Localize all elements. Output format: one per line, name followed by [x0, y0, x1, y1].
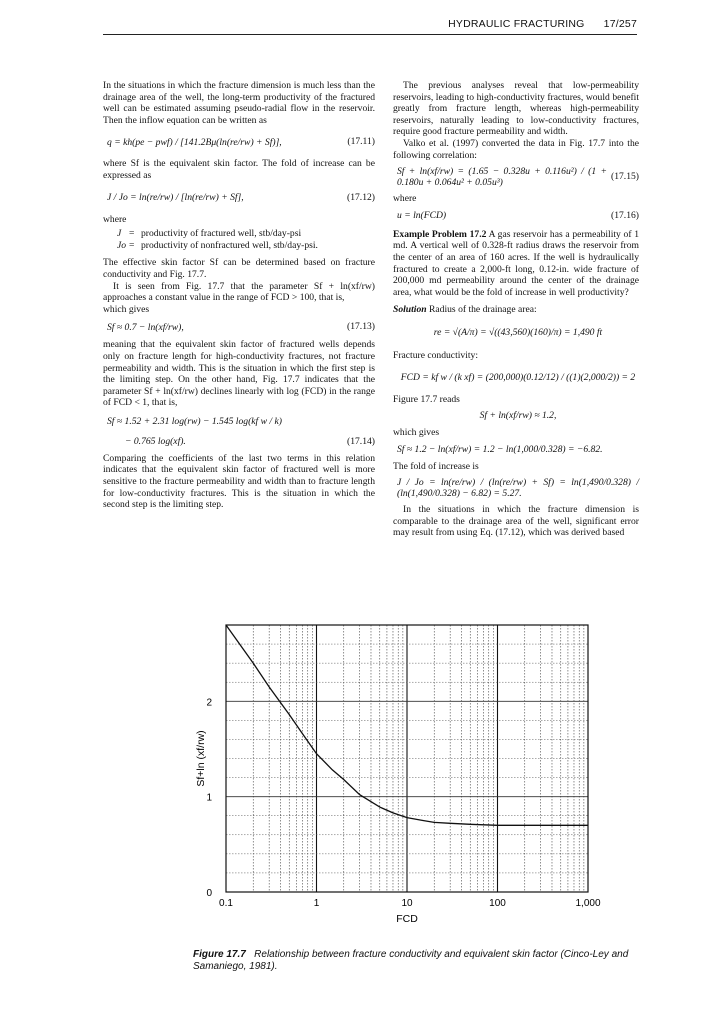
equation-17-11-body: q = kh(pe − pwf) / [141.2Bμ(ln(re/rw) + Sf)], [107, 136, 282, 148]
definition-jo-symbol: Jo [117, 239, 127, 251]
x-tick-label: 1 [313, 898, 320, 909]
right-paragraph-2: Valko et al. (1997) converted the data in Fig. 17.7 into the following correlation: [393, 137, 639, 161]
equation-fcd-body: FCD = kf w / (k xf) = (200,000)(0.12/12) / ((1)(2,000/2)) = 2 [400, 371, 636, 383]
example-problem-label: Example Problem 17.2 [393, 228, 487, 240]
figure-reads-label: Figure 17.7 reads [393, 393, 460, 405]
skin-factor-chart [190, 620, 605, 940]
equation-17-12-body: J / Jo = ln(re/rw) / [ln(re/rw) + Sf], [107, 191, 244, 203]
solution [393, 304, 639, 316]
equation-17-12-number: (17.12) [347, 191, 375, 203]
right-column [393, 80, 639, 539]
left-paragraph-1: In the situations in which the fracture dimension is much less than the drainage area of the well, the long-term productivity of the fractured well can be estimated assuming pseudo-radial flow in the reservoir. Then the inflow equation can be written as [103, 80, 375, 126]
chart-x-axis-label: FCD [396, 913, 418, 925]
solution-label: Solution [393, 304, 427, 316]
right-paragraph-end: In the situations in which the fracture dimension is comparable to the drainage area of the well, significant error may result from using Eq. (17.12), which was derived based [393, 504, 639, 539]
equation-fold-of-increase [393, 476, 639, 500]
where-label: where [103, 213, 127, 225]
equation-17-14-body-1: Sf ≈ 1.52 + 2.31 log(rw) − 1.545 log(kf w / k) [107, 416, 282, 428]
right-where-label: where [393, 193, 417, 205]
chart-tick-labels [206, 697, 601, 909]
equation-17-14-line-1 [103, 413, 375, 431]
header-page-number: 17/257 [603, 18, 637, 30]
left-paragraph-4: It is seen from Fig. 17.7 that the parameter Sf + ln(xf/rw) approaches a constant value in the range of FCD > 100, that is, [103, 280, 375, 304]
left-paragraph-6: Comparing the coefficients of the last two terms in this relation indicates that the equivalent skin factor of fractured well is more sensitive to the fracture permeability and width than to fracture length for low-conductivity fractures. This is the situation in which the second step is the limiting step. [103, 452, 375, 511]
right-paragraph-1: The previous analyses reveal that low-permeability reservoirs, leading to high-conductivity fractures, would benefit greatly from fracture length, whereas high-permeability reservoirs, naturally leading to low-conductivity fractures, require good fracture permeability and width. [393, 80, 639, 138]
equation-fcd [393, 366, 639, 390]
equation-17-13 [103, 319, 375, 335]
definition-j-text: productivity of fractured well, stb/day-psi [141, 228, 302, 240]
x-tick-label: 0.1 [219, 898, 233, 909]
equation-drainage-radius-body: re = √(A/π) = √((43,560)(160)/π) = 1,490 ft [433, 327, 603, 339]
y-tick-label: 1 [206, 792, 212, 804]
equation-figure-read [393, 409, 639, 423]
equation-17-13-body: Sf ≈ 0.7 − ln(xf/rw), [107, 321, 184, 333]
equation-fold-of-increase-body: J / Jo = ln(re/rw) / (ln(re/rw) + Sf) = ln(1,490/0.328) / (ln(1,490/0.328) − 6.82) = 5.27. [397, 476, 639, 500]
y-tick-label: 2 [206, 697, 212, 709]
equation-figure-read-body: Sf + ln(xf/rw) ≈ 1.2, [479, 410, 557, 422]
example-problem-text: A gas reservoir has a permeability of 1 md. A vertical well of 0.328-ft radius draws the reservoir from the center of an area of 160 acres. If the well is hydraulically fractured to create a 2,000-ft long, 0.12-in. wide fracture of 200,000 md permeability around the center of the drainage area, what would be the fold of increase in well productivity? [393, 228, 640, 298]
definition-j: J = productivity of fractured well, stb/day-psi [117, 228, 302, 240]
equation-17-14-number: (17.14) [347, 436, 375, 448]
definition-list [117, 228, 375, 251]
definition-j-symbol: J [117, 228, 122, 240]
equation-17-15-number: (17.15) [611, 171, 639, 183]
right-which-gives: which gives [393, 427, 440, 439]
equation-skin-result [393, 443, 639, 457]
fracture-conductivity-label: Fracture conductivity: [393, 349, 478, 361]
chart-grid [226, 625, 588, 892]
y-tick-label: 0 [206, 888, 212, 899]
left-paragraph-3: The effective skin factor Sf can be determined based on fracture conductivity and Fig. 17.7. [103, 257, 375, 280]
left-which-gives: which gives [103, 303, 150, 315]
header-title: HYDRAULIC FRACTURING [448, 18, 585, 30]
left-paragraph-2: where Sf is the equivalent skin factor. The fold of increase can be expressed as [103, 158, 375, 181]
x-tick-label: 1,000 [575, 898, 601, 909]
example-problem [393, 229, 639, 299]
equation-17-15-body: Sf + ln(xf/rw) = (1.65 − 0.328u + 0.116u²) / (1 + 0.180u + 0.064u² + 0.05u³) [397, 165, 607, 189]
equation-17-11 [103, 130, 375, 154]
definition-jo-text: productivity of nonfractured well, stb/day-psi. [141, 239, 318, 251]
x-tick-label: 100 [489, 898, 506, 909]
left-paragraph-5: meaning that the equivalent skin factor of fractured wells depends only on fracture length for high-conductivity fractures, not fracture permeability and width. This is the situation in which the first step is the limiting step. On the other hand, Fig. 17.7 indicates that the parameter Sf + ln(xf/rw) declines linearly with log (FCD) in the range of FCD < 1, that is, [103, 339, 375, 409]
figure-17-7 [190, 620, 605, 940]
equation-17-14-line-2 [103, 435, 375, 449]
running-header [103, 18, 637, 35]
x-tick-label: 10 [401, 898, 413, 909]
equation-17-16 [393, 209, 639, 223]
equation-drainage-radius [393, 320, 639, 346]
equation-17-13-number: (17.13) [347, 321, 375, 333]
equation-17-16-body: u = ln(FCD) [397, 209, 447, 221]
equation-17-14-body-2: − 0.765 log(xf). [125, 436, 186, 448]
chart-y-axis-label: Sf+ln (xf/rw) [195, 730, 207, 787]
equation-17-16-number: (17.16) [611, 209, 639, 221]
equation-17-12 [103, 186, 375, 210]
left-column [103, 80, 375, 511]
equation-17-11-number: (17.11) [347, 136, 375, 148]
solution-text: Radius of the drainage area: [429, 304, 537, 316]
equation-skin-result-body: Sf ≈ 1.2 − ln(xf/rw) = 1.2 − ln(1,000/0.328) = −6.82. [397, 443, 603, 455]
figure-caption-label: Figure 17.7 [193, 949, 246, 960]
figure-caption [193, 949, 633, 973]
figure-caption-text: Relationship between fracture conductivity and equivalent skin factor (Cinco-Ley and Samaniego, 1981). [193, 949, 629, 972]
equation-17-15 [393, 165, 639, 189]
fold-of-increase-label: The fold of increase is [393, 460, 479, 472]
definition-jo: Jo = productivity of nonfractured well, stb/day-psi. [117, 239, 318, 251]
